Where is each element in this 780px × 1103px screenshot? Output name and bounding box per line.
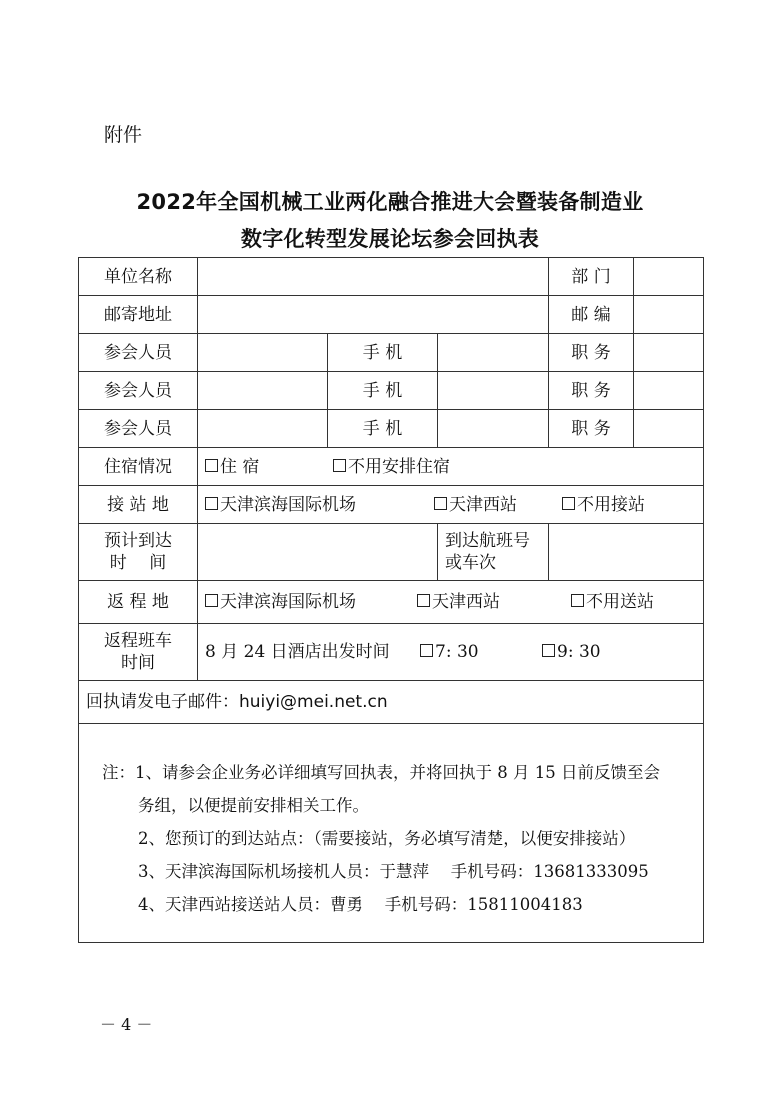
pickup-label: 接 站 地 bbox=[79, 486, 198, 524]
checkbox-icon[interactable] bbox=[571, 594, 584, 607]
attendee-label: 参会人员 bbox=[79, 334, 198, 372]
pickup-option-none[interactable]: 不用接站 bbox=[562, 494, 645, 516]
checkbox-icon[interactable] bbox=[205, 459, 218, 472]
lodging-label: 住宿情况 bbox=[79, 448, 198, 486]
mobile-label: 手 机 bbox=[328, 372, 438, 410]
mobile-field[interactable] bbox=[438, 410, 549, 448]
position-label: 职 务 bbox=[549, 410, 634, 448]
note-1-continued: 务组，以便提前安排相关工作。 bbox=[138, 796, 369, 815]
row-email bbox=[79, 681, 704, 724]
row-lodging bbox=[79, 448, 704, 486]
lodging-option-stay[interactable]: 住 宿 bbox=[205, 456, 333, 478]
row-notes bbox=[79, 724, 704, 943]
shuttle-option-0930[interactable]: 9: 30 bbox=[542, 641, 601, 663]
row-return bbox=[79, 581, 704, 624]
postcode-field[interactable] bbox=[634, 296, 704, 334]
shuttle-option-0730[interactable]: 7: 30 bbox=[420, 641, 542, 663]
return-label: 返 程 地 bbox=[79, 581, 198, 624]
postcode-label: 邮 编 bbox=[549, 296, 634, 334]
attachment-label: 附件 bbox=[104, 124, 143, 146]
row-pickup bbox=[79, 486, 704, 524]
note-1: 注：1、请参会企业务必详细填写回执表，并将回执于 8 月 15 日前反馈至会 bbox=[102, 763, 660, 782]
position-field[interactable] bbox=[634, 372, 704, 410]
page-number: － 4 － bbox=[100, 1015, 153, 1034]
department-field[interactable] bbox=[634, 258, 704, 296]
checkbox-icon[interactable] bbox=[417, 594, 430, 607]
attendee-name-field[interactable] bbox=[198, 372, 328, 410]
row-mail-address bbox=[79, 296, 704, 334]
arrival-time-field[interactable] bbox=[198, 524, 438, 581]
checkbox-icon[interactable] bbox=[205, 497, 218, 510]
email-label: 回执请发电子邮件： bbox=[86, 692, 239, 712]
row-attendee-3 bbox=[79, 410, 704, 448]
checkbox-icon[interactable] bbox=[434, 497, 447, 510]
checkbox-icon[interactable] bbox=[205, 594, 218, 607]
attendee-name-field[interactable] bbox=[198, 334, 328, 372]
checkbox-icon[interactable] bbox=[333, 459, 346, 472]
row-arrival bbox=[79, 524, 704, 581]
unit-name-label: 单位名称 bbox=[79, 258, 198, 296]
department-label: 部 门 bbox=[549, 258, 634, 296]
row-shuttle bbox=[79, 624, 704, 681]
email-cell bbox=[79, 681, 704, 724]
mobile-label: 手 机 bbox=[328, 410, 438, 448]
note-2: 2、您预订的到达站点：（需要接站，务必填写清楚，以便安排接站） bbox=[138, 829, 636, 848]
return-option-none[interactable]: 不用送站 bbox=[571, 591, 654, 613]
email-address[interactable]: huiyi@mei.net.cn bbox=[239, 692, 388, 712]
mobile-field[interactable] bbox=[438, 372, 549, 410]
pickup-option-west-station[interactable]: 天津西站 bbox=[434, 494, 562, 516]
checkbox-icon[interactable] bbox=[420, 644, 433, 657]
return-options bbox=[198, 581, 704, 624]
shuttle-label: 返程班车 时间 bbox=[79, 624, 198, 681]
return-option-west-station[interactable]: 天津西站 bbox=[417, 591, 571, 613]
arrival-flight-field[interactable] bbox=[549, 524, 704, 581]
note-4: 4、天津西站接送站人员：曹勇 手机号码：15811004183 bbox=[138, 895, 583, 914]
mail-address-label: 邮寄地址 bbox=[79, 296, 198, 334]
registration-form-table bbox=[78, 257, 704, 943]
position-label: 职 务 bbox=[549, 372, 634, 410]
return-option-airport[interactable]: 天津滨海国际机场 bbox=[205, 591, 417, 613]
position-field[interactable] bbox=[634, 410, 704, 448]
row-attendee-2 bbox=[79, 372, 704, 410]
row-unit-name bbox=[79, 258, 704, 296]
row-attendee-1 bbox=[79, 334, 704, 372]
position-field[interactable] bbox=[634, 334, 704, 372]
notes-cell bbox=[79, 724, 704, 943]
shuttle-departure-text: 8 月 24 日酒店出发时间 bbox=[205, 642, 390, 662]
pickup-option-airport[interactable]: 天津滨海国际机场 bbox=[205, 494, 434, 516]
checkbox-icon[interactable] bbox=[542, 644, 555, 657]
checkbox-icon[interactable] bbox=[562, 497, 575, 510]
arrival-time-label: 预计到达 时 间 bbox=[79, 524, 198, 581]
unit-name-field[interactable] bbox=[198, 258, 549, 296]
pickup-options bbox=[198, 486, 704, 524]
note-3: 3、天津滨海国际机场接机人员：于慧萍 手机号码：13681333095 bbox=[138, 862, 649, 881]
form-title-line2: 数字化转型发展论坛参会回执表 bbox=[240, 227, 540, 251]
shuttle-options bbox=[198, 624, 704, 681]
mobile-field[interactable] bbox=[438, 334, 549, 372]
lodging-options bbox=[198, 448, 704, 486]
arrival-flight-label: 到达航班号 或车次 bbox=[438, 524, 549, 581]
form-title-line1: 2022年全国机械工业两化融合推进大会暨装备制造业 bbox=[136, 190, 644, 214]
mobile-label: 手 机 bbox=[328, 334, 438, 372]
lodging-option-none[interactable]: 不用安排住宿 bbox=[333, 456, 450, 478]
attendee-label: 参会人员 bbox=[79, 372, 198, 410]
attendee-name-field[interactable] bbox=[198, 410, 328, 448]
position-label: 职 务 bbox=[549, 334, 634, 372]
attendee-label: 参会人员 bbox=[79, 410, 198, 448]
mail-address-field[interactable] bbox=[198, 296, 549, 334]
